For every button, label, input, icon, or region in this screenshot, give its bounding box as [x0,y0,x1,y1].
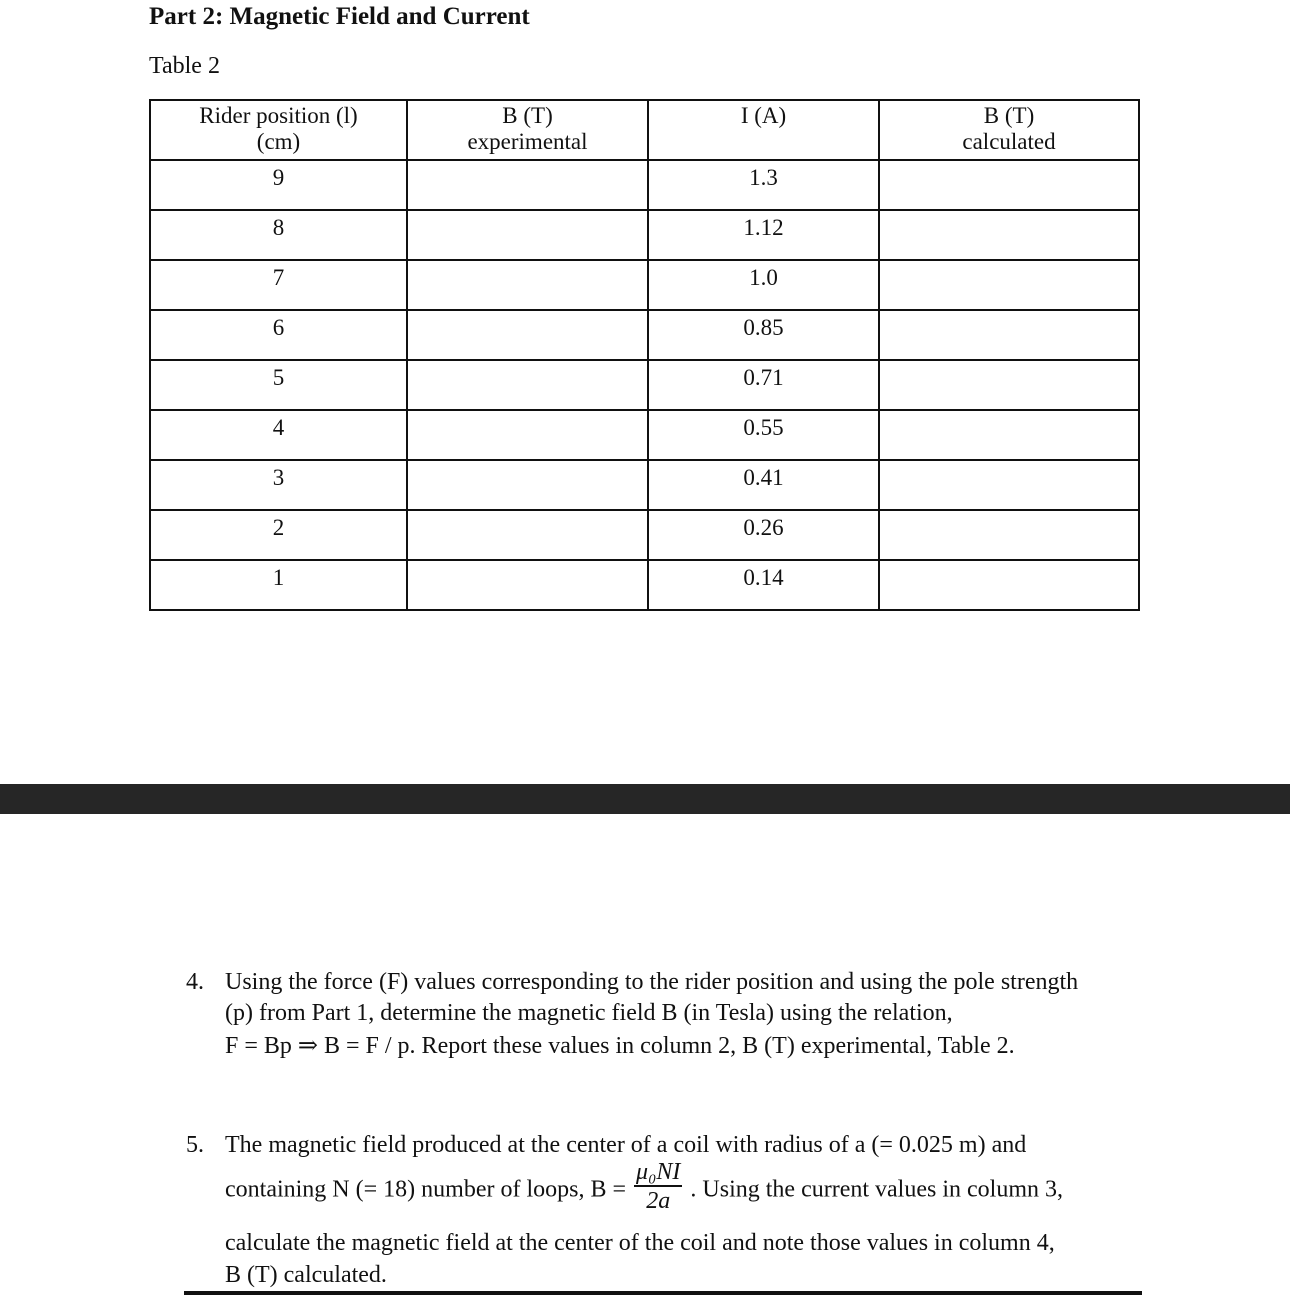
table-row [150,460,1139,510]
cell-position: 9 [150,160,407,210]
cell-b-experimental[interactable] [407,410,648,460]
magnetic-field-formula [634,1159,682,1215]
instruction-item-4 [186,966,1146,1066]
formula-numerator: μ₀NI [636,1159,681,1185]
cell-current: 0.85 [648,310,879,360]
table-row [150,360,1139,410]
header-line: Rider position (l) [199,103,358,128]
item-text-line: calculate the magnetic field at the center of the coil and note those values in column 4, [225,1230,1055,1256]
header-current [648,100,879,160]
cell-position: 6 [150,310,407,360]
table-row [150,560,1139,610]
formula-denominator: 2a [646,1188,671,1214]
formula-prefix: containing N (= 18) number of loops, B = [225,1176,627,1203]
table-row [150,210,1139,260]
cell-current: 1.3 [648,160,879,210]
table-row [150,160,1139,210]
cell-position: 1 [150,560,407,610]
item-text-line: (p) from Part 1, determine the magnetic field B (in Tesla) using the relation, [225,1000,953,1026]
table-row [150,410,1139,460]
cell-b-experimental[interactable] [407,210,648,260]
cell-current: 0.71 [648,360,879,410]
header-line: I (A) [740,103,787,128]
item-text-line: F = Bp ⇒ B = F / p. Report these values in column 2, B (T) experimental, Table 2. [225,1033,1015,1059]
cell-current: 1.12 [648,210,879,260]
header-line: experimental [467,129,588,155]
cell-b-calculated[interactable] [879,410,1139,460]
header-line: (cm) [256,129,301,155]
table-header-row [150,100,1139,160]
cell-b-experimental[interactable] [407,510,648,560]
item-text-line: Using the force (F) values corresponding to the rider position and using the pole strength [225,969,1079,995]
table-caption: Table 2 [149,53,220,79]
header-line: B (T) [983,103,1035,128]
cell-b-experimental[interactable] [407,160,648,210]
cell-position: 5 [150,360,407,410]
bottom-rule [184,1291,1142,1295]
header-rider-position [150,100,407,160]
item-text-line: B (T) calculated. [225,1262,387,1288]
cell-b-experimental[interactable] [407,260,648,310]
cell-current: 0.41 [648,460,879,510]
data-table [149,99,1140,611]
item-text-line: The magnetic field produced at the center of a coil with radius of a (= 0.025 m) and [225,1132,1027,1158]
cell-current: 0.14 [648,560,879,610]
instruction-item-5 [186,1129,1146,1289]
header-b-calculated [879,100,1139,160]
cell-current: 0.26 [648,510,879,560]
cell-current: 1.0 [648,260,879,310]
cell-current: 0.55 [648,410,879,460]
cell-position: 2 [150,510,407,560]
header-line: B (T) [502,103,553,128]
cell-position: 3 [150,460,407,510]
cell-b-calculated[interactable] [879,160,1139,210]
cell-b-calculated[interactable] [879,210,1139,260]
cell-b-experimental[interactable] [407,310,648,360]
table-row [150,510,1139,560]
cell-b-calculated[interactable] [879,560,1139,610]
header-b-experimental [407,100,648,160]
cell-b-calculated[interactable] [879,460,1139,510]
table-row [150,310,1139,360]
cell-b-experimental[interactable] [407,460,648,510]
formula-line [225,1159,1063,1219]
cell-b-calculated[interactable] [879,260,1139,310]
section-heading: Part 2: Magnetic Field and Current [149,3,530,30]
cell-b-calculated[interactable] [879,310,1139,360]
cell-position: 4 [150,410,407,460]
item-number: 4. [186,969,204,995]
cell-position: 7 [150,260,407,310]
cell-b-experimental[interactable] [407,560,648,610]
item-number: 5. [186,1132,204,1158]
cell-b-calculated[interactable] [879,510,1139,560]
page-divider [0,784,1290,814]
formula-suffix: . Using the current values in column 3, [690,1176,1063,1203]
cell-b-calculated[interactable] [879,360,1139,410]
cell-position: 8 [150,210,407,260]
header-line: calculated [962,129,1056,155]
table-row [150,260,1139,310]
cell-b-experimental[interactable] [407,360,648,410]
